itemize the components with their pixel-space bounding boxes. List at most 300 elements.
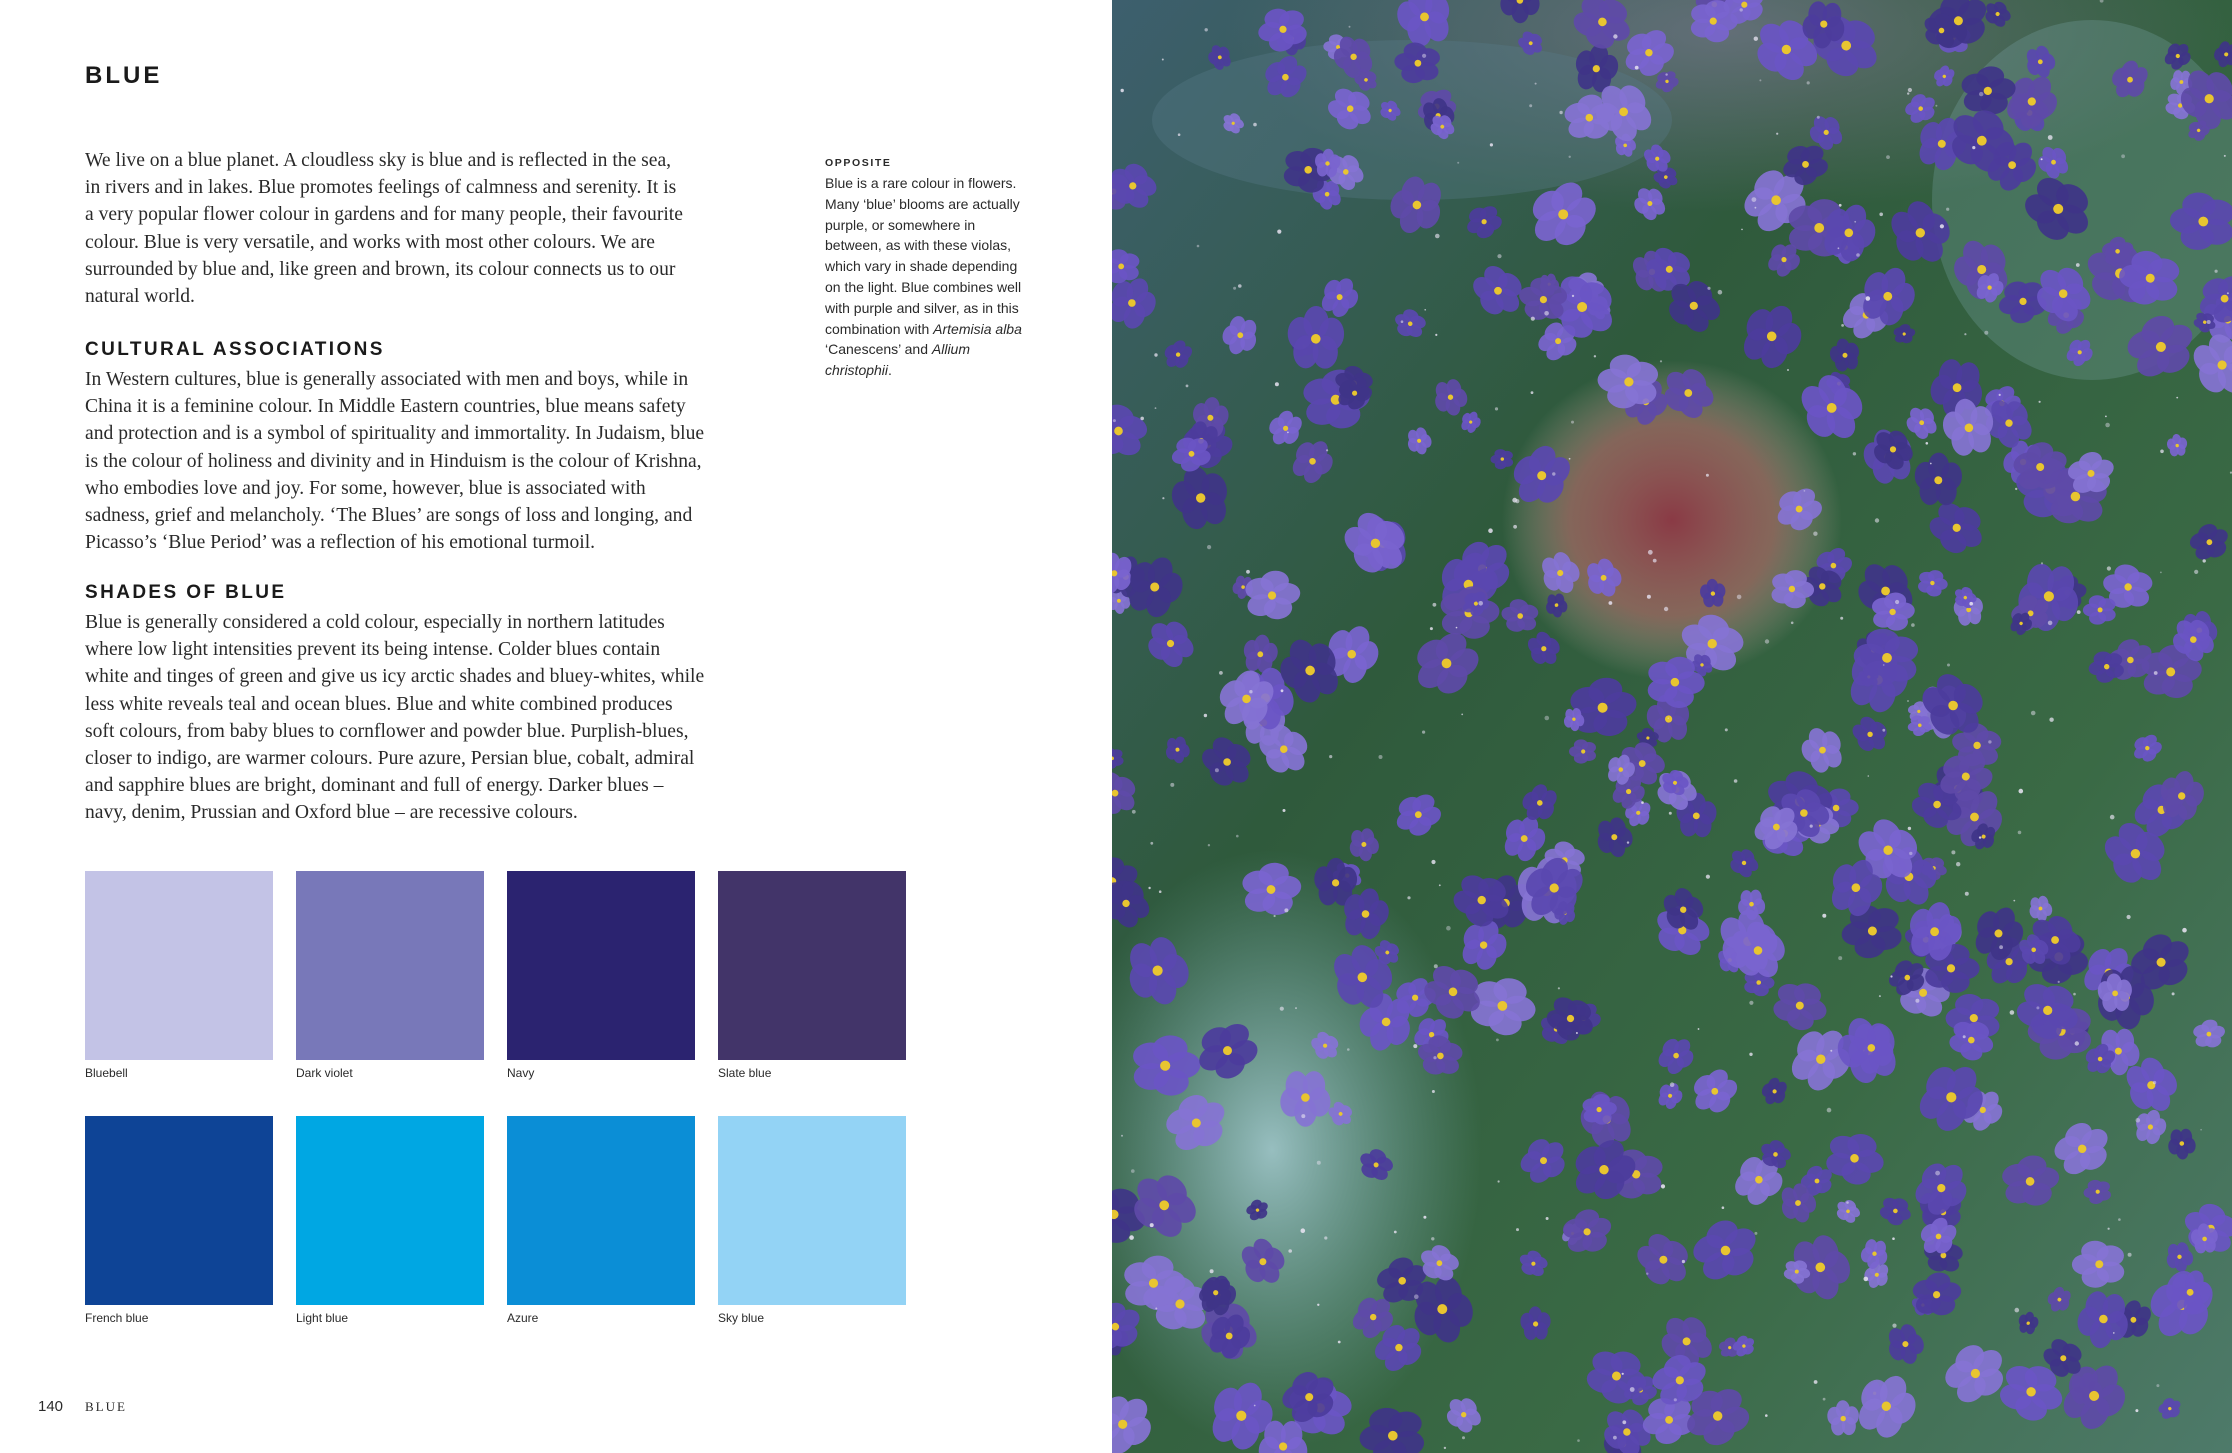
gypsophila-speck bbox=[1698, 1028, 1700, 1030]
gypsophila-speck bbox=[1984, 331, 1988, 335]
gypsophila-speck bbox=[2108, 1228, 2110, 1230]
gypsophila-speck bbox=[2160, 450, 2164, 454]
gypsophila-speck bbox=[1439, 884, 1441, 886]
colour-swatch bbox=[296, 1116, 484, 1326]
gypsophila-speck bbox=[2200, 1129, 2202, 1131]
swatch-label: Navy bbox=[507, 1066, 535, 1080]
gypsophila-speck bbox=[1401, 320, 1404, 323]
gypsophila-speck bbox=[1150, 1223, 1154, 1227]
gypsophila-speck bbox=[1999, 945, 2003, 949]
gypsophila-speck bbox=[1609, 601, 1613, 605]
swatch-color-box bbox=[507, 871, 695, 1060]
swatch-label: Bluebell bbox=[85, 1066, 128, 1080]
gypsophila-speck bbox=[1817, 116, 1820, 119]
gypsophila-speck bbox=[1810, 825, 1813, 828]
colour-swatch bbox=[85, 871, 273, 1081]
gypsophila-speck bbox=[1432, 1090, 1435, 1093]
gypsophila-speck bbox=[1150, 842, 1153, 845]
gypsophila-speck bbox=[1569, 156, 1571, 158]
gypsophila-speck bbox=[2077, 610, 2081, 614]
gypsophila-speck bbox=[1969, 602, 1973, 606]
shades-of-blue-section bbox=[85, 581, 705, 827]
gypsophila-speck bbox=[2224, 155, 2226, 157]
gypsophila-speck bbox=[1559, 111, 1562, 114]
gypsophila-speck bbox=[1253, 123, 1257, 127]
gypsophila-speck bbox=[1394, 1231, 1397, 1234]
gypsophila-speck bbox=[1275, 382, 1279, 386]
gypsophila-speck bbox=[1886, 155, 1890, 159]
gypsophila-speck bbox=[2076, 263, 2080, 267]
gypsophila-speck bbox=[1324, 1236, 1327, 1239]
gypsophila-speck bbox=[1558, 987, 1560, 989]
gypsophila-speck bbox=[1838, 956, 1842, 960]
gypsophila-speck bbox=[2031, 711, 2036, 716]
swatch-label: Sky blue bbox=[718, 1311, 765, 1325]
gypsophila-speck bbox=[1423, 1216, 1426, 1219]
gypsophila-speck bbox=[1338, 1341, 1341, 1344]
gypsophila-speck bbox=[1552, 472, 1555, 475]
caption-text-end: . bbox=[888, 362, 892, 379]
gypsophila-speck bbox=[1208, 844, 1210, 846]
gypsophila-speck bbox=[2127, 915, 2131, 919]
gypsophila-speck bbox=[1444, 1447, 1446, 1449]
gypsophila-speck bbox=[2041, 158, 2043, 160]
gypsophila-speck bbox=[1661, 1184, 1665, 1188]
gypsophila-speck bbox=[1516, 1228, 1519, 1231]
gypsophila-speck bbox=[1841, 324, 1844, 327]
colour-swatch bbox=[507, 871, 695, 1081]
gypsophila-speck bbox=[1287, 432, 1289, 434]
gypsophila-speck bbox=[1776, 133, 1778, 135]
gypsophila-speck bbox=[1422, 54, 1426, 58]
viola-eye bbox=[1301, 1093, 1310, 1102]
gypsophila-speck bbox=[2194, 570, 2198, 574]
gypsophila-speck bbox=[2049, 718, 2053, 722]
gypsophila-speck bbox=[1140, 417, 1144, 421]
gypsophila-speck bbox=[1749, 1001, 1753, 1005]
gypsophila-speck bbox=[2018, 831, 2022, 835]
gypsophila-speck bbox=[1622, 1420, 1626, 1424]
gypsophila-speck bbox=[2015, 488, 2017, 490]
gypsophila-speck bbox=[1613, 1436, 1617, 1440]
gypsophila-speck bbox=[1706, 875, 1710, 879]
gypsophila-speck bbox=[1349, 26, 1351, 28]
gypsophila-speck bbox=[1490, 143, 1493, 146]
gypsophila-speck bbox=[1129, 1235, 1134, 1240]
gypsophila-speck bbox=[1759, 79, 1761, 81]
gypsophila-speck bbox=[1462, 1436, 1465, 1439]
gypsophila-speck bbox=[2019, 789, 2024, 794]
gypsophila-speck bbox=[1301, 1114, 1305, 1118]
gypsophila-speck bbox=[1840, 617, 1843, 620]
gypsophila-speck bbox=[1546, 1217, 1549, 1220]
gypsophila-speck bbox=[2107, 566, 2111, 570]
gypsophila-speck bbox=[1431, 860, 1435, 864]
gypsophila-speck bbox=[1868, 775, 1870, 777]
gypsophila-speck bbox=[2073, 993, 2076, 996]
gypsophila-speck bbox=[1737, 595, 1742, 600]
gypsophila-speck bbox=[1951, 850, 1955, 854]
gypsophila-speck bbox=[1627, 841, 1629, 843]
gypsophila-speck bbox=[1641, 801, 1644, 804]
gypsophila-speck bbox=[1413, 1044, 1417, 1048]
gypsophila-speck bbox=[2015, 1308, 2020, 1313]
gypsophila-speck bbox=[1890, 975, 1892, 977]
gypsophila-speck bbox=[1956, 862, 1960, 866]
gypsophila-speck bbox=[1839, 204, 1842, 207]
gypsophila-speck bbox=[1926, 442, 1929, 445]
gypsophila-speck bbox=[1879, 213, 1883, 217]
gypsophila-speck bbox=[1576, 1032, 1578, 1034]
gypsophila-speck bbox=[1664, 607, 1668, 611]
gypsophila-speck bbox=[1765, 639, 1769, 643]
gypsophila-speck bbox=[2136, 1118, 2141, 1123]
gypsophila-speck bbox=[1531, 317, 1535, 321]
gypsophila-speck bbox=[1317, 1161, 1321, 1165]
gypsophila-speck bbox=[1907, 92, 1909, 94]
caption-latin-name: Allium christophii bbox=[825, 341, 971, 379]
gypsophila-speck bbox=[1347, 1048, 1350, 1051]
gypsophila-speck bbox=[1170, 783, 1174, 787]
gypsophila-speck bbox=[1670, 1082, 1675, 1087]
gypsophila-speck bbox=[1246, 570, 1250, 574]
gypsophila-speck bbox=[1457, 162, 1459, 164]
gypsophila-speck bbox=[1498, 1180, 1500, 1182]
swatch-color-box bbox=[296, 1116, 484, 1305]
gypsophila-speck bbox=[2039, 401, 2041, 403]
gypsophila-speck bbox=[1159, 890, 1162, 893]
swatch-color-box bbox=[296, 871, 484, 1060]
gypsophila-speck bbox=[1682, 1260, 1685, 1263]
gypsophila-speck bbox=[1807, 81, 1810, 84]
gypsophila-speck bbox=[2207, 320, 2211, 324]
gypsophila-speck bbox=[1422, 731, 1425, 734]
gypsophila-speck bbox=[1754, 37, 1758, 41]
swatch-row bbox=[85, 871, 908, 1081]
gypsophila-speck bbox=[1630, 1387, 1635, 1392]
gypsophila-speck bbox=[1435, 334, 1437, 336]
gypsophila-speck bbox=[2105, 423, 2110, 428]
gypsophila-speck bbox=[1254, 1405, 1256, 1407]
gypsophila-speck bbox=[1113, 419, 1116, 422]
gypsophila-speck bbox=[1946, 208, 1949, 211]
gypsophila-speck bbox=[2172, 992, 2175, 995]
gypsophila-speck bbox=[1915, 999, 1919, 1003]
gypsophila-speck bbox=[1854, 221, 1856, 223]
gypsophila-speck bbox=[1204, 714, 1207, 717]
gypsophila-speck bbox=[1875, 518, 1879, 522]
gypsophila-speck bbox=[1804, 490, 1806, 492]
gypsophila-speck bbox=[1317, 1304, 1319, 1306]
gypsophila-speck bbox=[1660, 360, 1662, 362]
gypsophila-speck bbox=[1741, 229, 1743, 231]
gypsophila-speck bbox=[1838, 247, 1840, 249]
gypsophila-speck bbox=[1513, 525, 1517, 529]
caption-text bbox=[825, 173, 1025, 381]
swatch-label: French blue bbox=[85, 1311, 149, 1325]
gypsophila-speck bbox=[1707, 287, 1710, 290]
gypsophila-speck bbox=[1668, 718, 1670, 720]
gypsophila-speck bbox=[1274, 915, 1276, 917]
gypsophila-speck bbox=[1238, 284, 1242, 288]
gypsophila-speck bbox=[1999, 394, 2001, 396]
gypsophila-speck bbox=[1295, 1007, 1297, 1009]
colour-swatch bbox=[507, 1116, 695, 1326]
intro-paragraph: We live on a blue planet. A cloudless sky is blue and is reflected in the sea, in rivers and in lakes. Blue promotes feelings of calmness and serenity. It is a very popular flower colour in gardens and for many people, their favourite colour. Blue is very versatile, and works with most other colours. We are surrounded by blue and, like green and brown, its colour connects us to our natural world. bbox=[85, 150, 683, 308]
caption-label: OPPOSITE bbox=[825, 157, 892, 169]
gypsophila-speck bbox=[1908, 88, 1912, 92]
colour-swatch bbox=[718, 871, 906, 1081]
gypsophila-speck bbox=[1531, 391, 1534, 394]
swatch-label: Light blue bbox=[296, 1311, 349, 1325]
gypsophila-speck bbox=[1882, 729, 1885, 732]
gypsophila-speck bbox=[1754, 1232, 1757, 1235]
colour-swatch bbox=[85, 1116, 273, 1326]
gypsophila-speck bbox=[1935, 105, 1937, 107]
gypsophila-speck bbox=[1622, 1373, 1624, 1375]
gypsophila-speck bbox=[1280, 1007, 1284, 1011]
gypsophila-speck bbox=[1909, 852, 1912, 855]
gypsophila-speck bbox=[1972, 146, 1975, 149]
gypsophila-speck bbox=[2215, 270, 2218, 273]
page-number: 140 bbox=[38, 1398, 64, 1415]
section-body: Blue is generally considered a cold colour, especially in northern latitudes where low light intensities prevent its being intense. Colder blues contain white and tinges of green and give us icy arctic shades and bluey-whites, while less white reveals teal and ocean blues. Blue and white combined produces soft colours, from baby blues to cornflower and powder blue. Purplish-blues, closer to indigo, are warmer colours. Pure azure, Persian blue, cobalt, admiral and sapphire blues are bright, dominant and full of energy. Darker blues – navy, denim, Prussian and Oxford blue – are recessive colours. bbox=[85, 612, 705, 824]
gypsophila-speck bbox=[1148, 887, 1150, 889]
gypsophila-speck bbox=[1908, 827, 1911, 830]
gypsophila-speck bbox=[2118, 1218, 2121, 1221]
gypsophila-speck bbox=[1249, 690, 1252, 693]
gypsophila-speck bbox=[1635, 66, 1639, 70]
gypsophila-speck bbox=[1186, 385, 1189, 388]
gypsophila-speck bbox=[1435, 234, 1440, 239]
gypsophila-speck bbox=[1734, 779, 1738, 783]
gypsophila-speck bbox=[2182, 928, 2187, 933]
colour-swatch bbox=[718, 1116, 906, 1326]
gypsophila-speck bbox=[1277, 230, 1281, 234]
gypsophila-speck bbox=[1755, 207, 1757, 209]
gypsophila-speck bbox=[1749, 1053, 1752, 1056]
gypsophila-speck bbox=[1647, 595, 1651, 599]
gypsophila-speck bbox=[1233, 287, 1236, 290]
swatch-label: Azure bbox=[507, 1311, 539, 1325]
left-page bbox=[0, 0, 1112, 1453]
gypsophila-speck bbox=[1669, 812, 1672, 815]
gypsophila-speck bbox=[1648, 550, 1653, 555]
gypsophila-speck bbox=[1544, 311, 1549, 316]
gypsophila-speck bbox=[1722, 1206, 1725, 1209]
viola-eye bbox=[1581, 749, 1585, 753]
gypsophila-speck bbox=[1765, 1414, 1768, 1417]
gypsophila-speck bbox=[1988, 740, 1991, 743]
gypsophila-speck bbox=[2048, 135, 2053, 140]
gypsophila-speck bbox=[1284, 908, 1288, 912]
gypsophila-speck bbox=[1963, 1035, 1966, 1038]
gypsophila-speck bbox=[1752, 197, 1757, 202]
gypsophila-speck bbox=[2128, 1253, 2132, 1257]
gypsophila-speck bbox=[1478, 601, 1483, 606]
gypsophila-speck bbox=[1653, 559, 1657, 563]
gypsophila-speck bbox=[1456, 627, 1458, 629]
gypsophila-speck bbox=[1219, 671, 1223, 675]
gypsophila-speck bbox=[1892, 1237, 1895, 1240]
gypsophila-speck bbox=[1155, 1308, 1157, 1310]
gypsophila-speck bbox=[1446, 926, 1451, 931]
colour-swatch-grid bbox=[85, 871, 908, 1326]
gypsophila-speck bbox=[1947, 664, 1950, 667]
swatch-row bbox=[85, 1116, 908, 1326]
gypsophila-speck bbox=[1569, 458, 1571, 460]
gypsophila-speck bbox=[2227, 292, 2229, 294]
swatch-color-box bbox=[85, 871, 273, 1060]
viola-petal bbox=[1308, 1087, 1330, 1116]
gypsophila-speck bbox=[2041, 562, 2043, 564]
gypsophila-speck bbox=[1895, 600, 1899, 604]
gypsophila-speck bbox=[2036, 1006, 2039, 1009]
gypsophila-speck bbox=[1866, 296, 1871, 301]
gypsophila-speck bbox=[1497, 254, 1501, 258]
gypsophila-speck bbox=[2058, 981, 2060, 983]
gypsophila-speck bbox=[2105, 416, 2107, 418]
gypsophila-speck bbox=[1892, 1324, 1896, 1328]
gypsophila-speck bbox=[1488, 528, 1493, 533]
gypsophila-speck bbox=[1495, 407, 1498, 410]
gypsophila-speck bbox=[1883, 664, 1885, 666]
gypsophila-speck bbox=[1535, 83, 1537, 85]
gypsophila-speck bbox=[1935, 1171, 1940, 1176]
gypsophila-speck bbox=[1529, 104, 1532, 107]
gypsophila-speck bbox=[1178, 133, 1181, 136]
swatch-color-box bbox=[718, 871, 906, 1060]
gypsophila-speck bbox=[1545, 716, 1550, 721]
gypsophila-speck bbox=[1830, 1050, 1832, 1052]
gypsophila-speck bbox=[1571, 421, 1574, 424]
gypsophila-speck bbox=[1856, 253, 1860, 257]
gypsophila-speck bbox=[1646, 1273, 1648, 1275]
viola-petal bbox=[1574, 753, 1588, 764]
gypsophila-speck bbox=[1424, 309, 1426, 311]
gypsophila-speck bbox=[2176, 397, 2178, 399]
gypsophila-speck bbox=[2156, 1384, 2159, 1387]
gypsophila-speck bbox=[1407, 896, 1410, 899]
gypsophila-speck bbox=[1121, 89, 1124, 92]
gypsophila-speck bbox=[1434, 964, 1438, 968]
swatch-color-box bbox=[718, 1116, 906, 1305]
gypsophila-speck bbox=[1215, 768, 1219, 772]
gypsophila-speck bbox=[1879, 995, 1881, 997]
gypsophila-speck bbox=[1740, 8, 1743, 11]
gypsophila-speck bbox=[1864, 1277, 1869, 1282]
gypsophila-speck bbox=[1283, 809, 1286, 812]
gypsophila-speck bbox=[1131, 1169, 1135, 1173]
gypsophila-speck bbox=[2113, 1332, 2115, 1334]
gypsophila-speck bbox=[1461, 714, 1463, 716]
gypsophila-speck bbox=[1725, 728, 1728, 731]
swatch-color-box bbox=[507, 1116, 695, 1305]
caption-latin-name: Artemisia alba bbox=[933, 320, 1022, 337]
gypsophila-speck bbox=[1853, 452, 1856, 455]
page-title: BLUE bbox=[85, 62, 163, 89]
section-body: In Western cultures, blue is generally associated with men and boys, while in China it is a feminine colour. In Middle Eastern countries, blue means safety and protection and is a symbol of spirituality and immortality. In Judaism, blue is the colour of holiness and divinity and in Hinduism is the colour of Krishna, who embodies love and joy. For some, however, blue is associated with sadness, grief and melancholy. ‘The Blues’ are songs of loss and longing, and Picasso’s ‘Blue Period’ was a reflection of his emotional turmoil. bbox=[85, 369, 705, 554]
swatch-label: Dark violet bbox=[296, 1066, 353, 1080]
gypsophila-speck bbox=[1911, 623, 1915, 627]
gypsophila-speck bbox=[1326, 449, 1328, 451]
swatch-color-box bbox=[85, 1116, 273, 1305]
gypsophila-speck bbox=[1121, 1135, 1123, 1137]
gypsophila-speck bbox=[1155, 407, 1157, 409]
gypsophila-speck bbox=[2048, 621, 2053, 626]
gypsophila-speck bbox=[2160, 572, 2162, 574]
gypsophila-speck bbox=[1210, 1269, 1214, 1273]
gypsophila-speck bbox=[1433, 1056, 1436, 1059]
gypsophila-speck bbox=[2013, 900, 2015, 902]
gypsophila-speck bbox=[1281, 689, 1284, 692]
gypsophila-speck bbox=[1940, 224, 1944, 228]
gypsophila-speck bbox=[1205, 28, 1208, 31]
gypsophila-speck bbox=[1431, 1237, 1434, 1240]
gypsophila-speck bbox=[1979, 836, 1981, 838]
gypsophila-speck bbox=[1907, 700, 1909, 702]
gypsophila-speck bbox=[2010, 1010, 2015, 1015]
gypsophila-speck bbox=[1964, 333, 1966, 335]
gypsophila-speck bbox=[1613, 34, 1617, 38]
gypsophila-speck bbox=[1132, 810, 1136, 814]
gypsophila-speck bbox=[1496, 1039, 1499, 1042]
gypsophila-speck bbox=[1822, 914, 1826, 918]
gypsophila-speck bbox=[2121, 154, 2125, 158]
gypsophila-speck bbox=[1674, 1398, 1677, 1401]
gypsophila-speck bbox=[1965, 892, 1969, 896]
caption-text-start: Blue is a rare colour in flowers. Many ‘blue’ blooms are actually purple, or somewhere in between, as with these violas, which vary in shade depending on the light. Blue combines well with purple and silver, as in this combination with bbox=[825, 175, 1022, 337]
swatch-label: Slate blue bbox=[718, 1066, 772, 1080]
gypsophila-speck bbox=[1288, 1249, 1292, 1253]
gypsophila-speck bbox=[1594, 355, 1596, 357]
gypsophila-speck bbox=[2203, 559, 2206, 562]
gypsophila-speck bbox=[2110, 815, 2115, 820]
viola-garden-photo bbox=[1112, 0, 2232, 1453]
photo-caption bbox=[825, 156, 1025, 381]
right-page bbox=[1112, 0, 2232, 1453]
gypsophila-speck bbox=[1814, 1380, 1818, 1384]
gypsophila-speck bbox=[2075, 1041, 2079, 1045]
gypsophila-speck bbox=[1823, 1398, 1826, 1401]
gypsophila-speck bbox=[1791, 622, 1794, 625]
gypsophila-speck bbox=[1930, 463, 1932, 465]
gypsophila-speck bbox=[1706, 474, 1709, 477]
viola-eye bbox=[1947, 964, 1955, 972]
gypsophila-speck bbox=[1718, 290, 1723, 295]
caption-text-mid: ‘Canescens’ and bbox=[825, 341, 932, 358]
gypsophila-speck bbox=[1512, 498, 1517, 503]
gypsophila-speck bbox=[1329, 755, 1332, 758]
gypsophila-speck bbox=[1207, 545, 1211, 549]
colour-swatch bbox=[296, 871, 484, 1081]
gypsophila-speck bbox=[1154, 353, 1157, 356]
cultural-associations-section bbox=[85, 338, 705, 556]
gypsophila-speck bbox=[1813, 532, 1817, 536]
gypsophila-speck bbox=[1162, 59, 1164, 61]
gypsophila-speck bbox=[1846, 1201, 1849, 1204]
gypsophila-speck bbox=[1197, 245, 1200, 248]
gypsophila-speck bbox=[2153, 1081, 2156, 1084]
gypsophila-speck bbox=[2154, 671, 2158, 675]
section-heading: SHADES OF BLUE bbox=[85, 582, 287, 603]
gypsophila-speck bbox=[2135, 1409, 2138, 1412]
gypsophila-speck bbox=[1979, 92, 1983, 96]
gypsophila-speck bbox=[1572, 295, 1574, 297]
section-heading: CULTURAL ASSOCIATIONS bbox=[85, 339, 385, 360]
gypsophila-speck bbox=[1414, 1294, 1419, 1299]
gypsophila-speck bbox=[1827, 1108, 1832, 1113]
